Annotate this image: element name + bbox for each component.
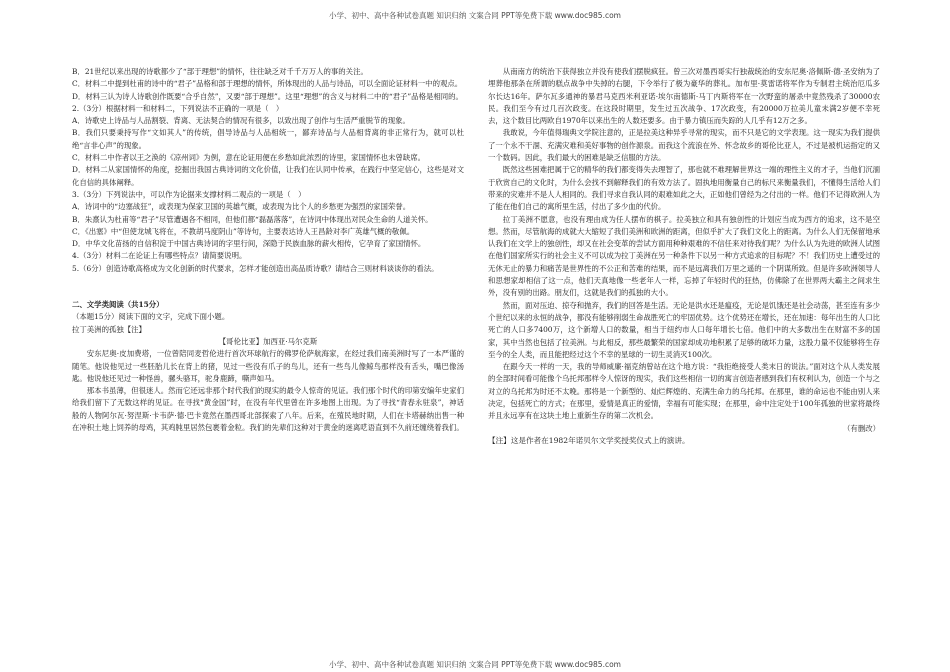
story-title: 拉丁美洲的孤独【注】 [72,324,146,334]
section-intro: （本题15分）阅读下面的文字，完成下面小题。 [72,312,230,322]
story-paragraph: 在跟今天一样的一天，我的导师威廉·福克纳曾站在这个地方说：“我拒绝接受人类末日的说法。”面对这个从人类发展的全部时间看可能像个乌托邦那样令人惊讶的现实，我们这些相信一切的寓言创造者感到我们有权利认为，创造一个与之对立的乌托邦为时还不太晚。那将是一个新型的、灿烂辉煌的、充满生命力的乌托邦。在那里，谁的命运也不能由别人来决定，包括死亡的方式；在那里，爱情是真正的爱情，幸福有可能实现；在那里，命中注定处于100年孤独的世家将最终并且永远享有在这块土地上重新生存的第二次机会。 [488,362,880,421]
story-subtitle: 【哥伦比亚】加西亚·马尔克斯 [218,336,318,346]
story-paragraph: 拉丁美洲不愿意，也没有理由成为任人摆布的棋子。拉美独立和具有独创性的计划应当成为西方的追求，这不是空想。然而，尽管航海的成就大大缩短了我们美洲和欧洲的距离，但似乎扩大了我们文化上的距离。为什么人们无保留地承认我们在文学上的独创性，却又在社会变革的尝试方面用种种艰难的不信任来对待我们呢？为什么认为先进的欧洲人试图在他们国家所实行的社会主义不可以成为拉丁美洲在另一种条件下以另一种方式追求的目标呢？不！我们历史上遭受过的无休无止的暴力和痛苦是世界性的不公正和苦难的结果，而不是远离我们万里之遥的一个阴谋所致。但是许多欧洲领导人和思想家却相信了这一点，他们天真地像一些老年人一样，忘掉了年轻时代的狂热，仿佛除了在世界两大霸主之间求生外，没有别的出路。朋友们，这就是我们的孤独的大小。 [488,214,880,298]
page-header: 小学、初中、高中各种试卷真题 知识归纳 文案合同 PPT等免费下载 www.doc985.com [329,11,621,20]
story-paragraph: 然而，面对压迫、掠夺和抛弃，我们的回答是生活。无论是洪水还是瘟疫，无论是饥饿还是社会动荡，甚至连有多少个世纪以来的永恒的战争，都没有能够削弱生命战胜死亡的牢固优势。这个优势还在增长，还在加速：每年出生的人口比死亡的人口多7400万，这个新增人口的数量，相当于纽约市人口每年增长七倍。他们中的大多数出生在财富不多的国家，其中当然也包括了拉美洲。与此相反，那些最繁荣的国家却成功地积累了足够的破坏力量，这股力量不仅能够将生存至今的全人类，而且能把经过这个不幸的星球的一切生灵消灭100次。 [488,300,880,359]
story-paragraph: 我敢说，今年值得瑞典文学院注意的，正是拉美这种异乎寻常的现实，而不只是它的文学表现。这一现实为我们提供了一个永不干涸、充满灾难和美好事物的创作源泉。而我这个流浪在外、怀念故乡的哥伦比亚人，不过是被机运指定的又一个数码。因此，我们最大的困难是缺乏信服的方法。 [488,128,880,163]
question-line: D．中华文化苗扬的自信积淀于中国古典诗词的字里行间，深隐于民族血脉的薪火相传，它孕育了家国情怀。 [72,239,426,249]
question-line: C．材料二中提到杜甫的诗中的“君子”品格和部于理想的情怀，所体现出的人品与诗品，可以全面论证材料一中的观点。 [72,79,463,89]
section-title: 二、文学类阅读（共15分） [72,300,164,310]
left-column [72,66,464,434]
story-paragraph: 从南南方的统治下获得独立并没有使我们摆脱疯狂。曾三次对墨西哥实行独裁统治的安东尼奥·洛佩斯·德·圣安纳为了埋葬他那条在所谓的糕点战争中失掉的右腿，下令举行了极为豪华的葬礼。加布里·莫雷诺将军作为专制君主统治厄瓜多尔长达16年。萨尔瓦多通神的暴君马克西米利亚诺·埃尔南德斯·马丁内斯将军在一次野蛮的屠杀中竟然残杀了30000农民。我们至今有过几百次政变。在这段时期里，发生过五次战争、17次政变，有20000万拉美儿童未满2岁便不幸死去，这个数目比两欧自1970年以来出生的人数还要多。由于暴力镇压而失踪的人几乎有12万之多。 [488,67,880,126]
footnote: 【注】这是作者在1982年诺贝尔文学奖授奖仪式上的演讲。 [488,435,690,445]
question-line: C．《出塞》中“但使龙城飞将在，不教胡马度阴山”等诗句，主要表达诗人王昌龄对李广英雄气概的敬佩。 [72,226,415,236]
question-line: 3.（3分）下列说法中，可以作为论据来支撑材料二观点的一项是（ ） [72,189,306,199]
question-line: 2.（3分）根据材料一和材料二，下列说法不正确的一项是（ ） [72,103,284,113]
page-footer: 小学、初中、高中各种试卷真题 知识归纳 文案合同 PPT等免费下载 www.doc985.com [329,660,621,669]
question-line: 5.（6分）创造诗歌高格成为文化创新的时代要求，怎样才能创造出高品质诗歌？请结合三则材料谈谈你的看法。 [72,263,439,273]
story-paragraph: 既然这些困难把属于它的精华的我们都变得失去理智了，那也就不难理解世界这一端的理性主义的才子，当他们沉湎于欣赏自己的文化时，为什么会找不到解释我们的有效方法了。固执地用衡量自己的标尺来衡量我们，不懂得生活给人们带来的灾难并不是人人相同的。我们寻求自我认同的艰难如此之大，正如他们曾经为之付出的一样。他们不记得欧洲人为了能在他们自己的寓所里生活，付出了多少血的代价。 [488,165,880,212]
question-line: A．诗词中的“边塞战狂”，或表现为保家卫国的英雄气概，或表现为比个人的乡愁更为强烈的家国荣誉。 [72,202,411,212]
question-line: 4.（3分）材料二在论证上有哪些特点？请简要说明。 [72,251,247,261]
question-line: B．我们只要秉持写作“文如其人”的传统，倡导诗品与人品相统一，鄙弃诗品与人品相背离的非正常行为，就可以杜绝“言非心声”的现象。 [72,128,464,150]
right-column [488,66,880,447]
story-paragraph: 安东尼奥·皮加费塔，一位曾陪同麦哲伦进行首次环球航行的佛罗伦萨航海家，在经过我们南美洲时写了一本严谨的随笔。他说他见过一些胚胎儿长在背上的猪，见过一些没有爪子的鸟儿，还有一些鸟儿像鲸鸟那样没有舌头，嘴巴像汤匙。他说他还见过一种怪兽，骡头骆耳，驼身鹿蹄，嘶声如马。 [72,349,464,383]
question-line: B．21世纪以来出现的诗歌都少了“部于理想”的情怀，往往缺乏对千千万万人的事的关注。 [72,67,368,76]
question-line: B．朱熹认为杜甫等“君子”尽管遭遇各不相同，但他们都“磊磊落落”，在诗词中体现出对民众生命的人道关怀。 [72,214,433,224]
question-line: D．材料二从家国情怀的角度，挖掘出我国古典诗词的文化价值，让我们在认同中传承，在践行中坚定信心，这些是对文化自信的具体阐释。 [72,165,464,187]
question-line: A．诗歌史上诗品与人品割裂、背离、无法契合的情况有很多，以致出现了创作与生活严重脱节的现象。 [72,116,410,126]
question-line: C．材料二中作者以王之涣的《凉州词》为例，意在论证用便在乡愁如此浓烈的诗里，家国情怀也未曾缺席。 [72,153,426,163]
story-paragraph: 那本书虽薄，但很迷人。然而它还远非那个时代我们的现实的最令人惊奇的见证。我们那个时代的印第安编年史家们给我们留下了无数这样的见证。在寻找“黄金国”时，在没有年代里曾在许多地图上出现。为了寻找“青春永驻泉”，神话般的人物阿尔瓦·努涅斯·卡韦萨·德·巴卡竟然在墨西哥北部探索了八年。后来，在殖民地时期，人们在卡塔赫纳出售一种在冲积土地上饲养的母鸡，其鸡肫里居然包裹着金粒。我们的先辈们这种对于黄金的迷离呓语直到不久前还缠绕着我们。 [72,386,464,433]
question-line: D．材料三认为诗人诗歌创作既要“合乎自然”，又要“部于理想”。这里“理想”的含义与材料二中的“君子”品格是相同的。 [72,91,463,101]
attribution: （有删改） [843,423,880,433]
